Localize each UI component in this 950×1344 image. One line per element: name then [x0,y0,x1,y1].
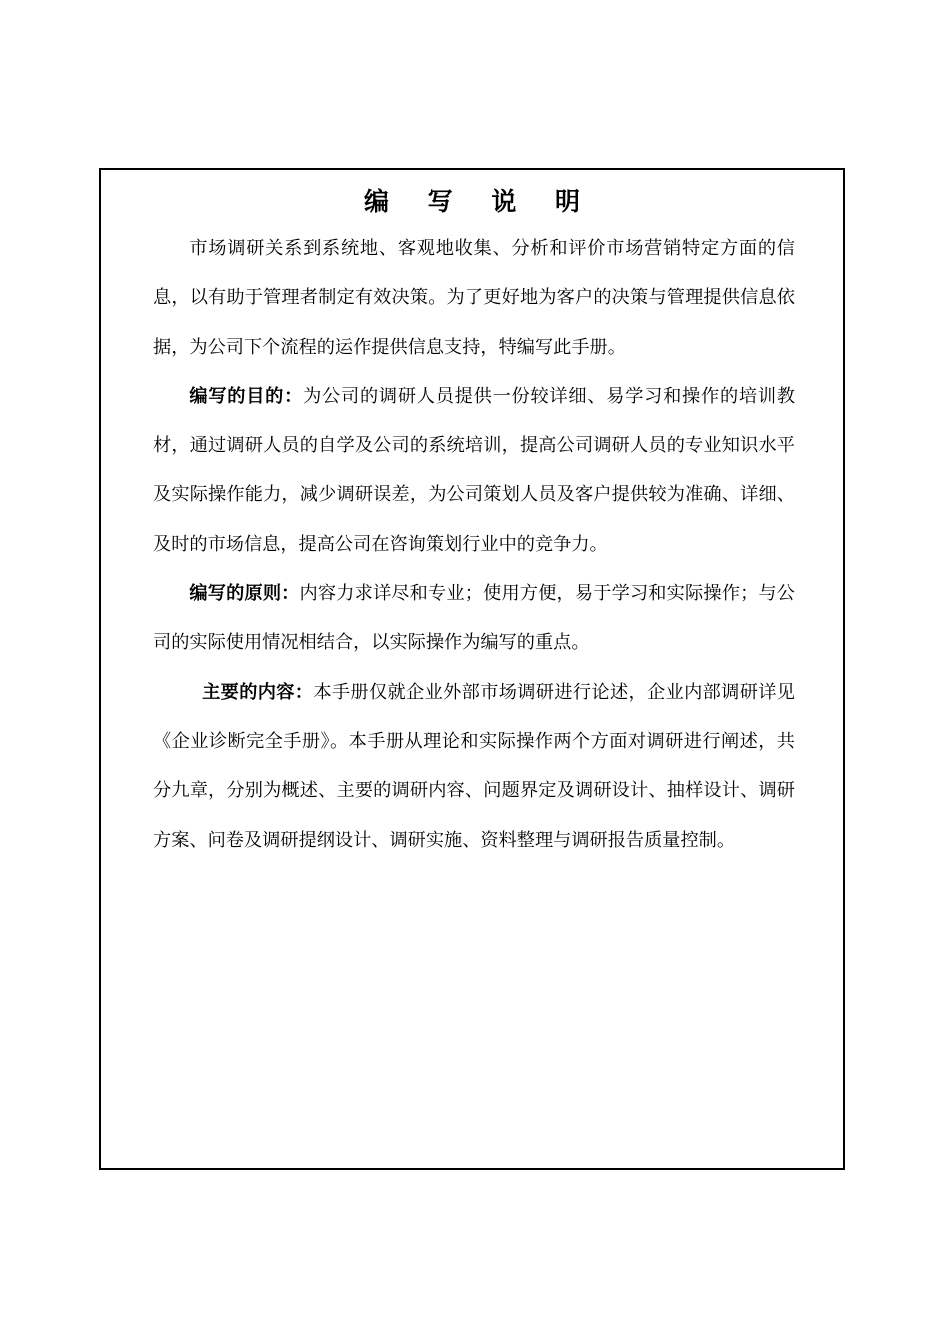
document-title: 编 写 说 明 [363,187,596,216]
principle-text: 内容力求详尽和专业；使用方便，易于学习和实际操作；与公司的实际使用情况相结合，以实际操作为编写的重点。 [153,583,795,654]
intro-paragraph: 市场调研关系到系统地、客观地收集、分析和评价市场营销特定方面的信息，以有助于管理者制定有效决策。为了更好地为客户的决策与管理提供信息依据，为公司下个流程的运作提供信息支持，特编写此手册。 [153,238,795,358]
principle-label: 编写的原则： [189,583,300,605]
content-label: 主要的内容： [202,681,314,703]
content-paragraph [153,668,795,865]
purpose-text: 为公司的调研人员提供一份较详细、易学习和操作的培训教材，通过调研人员的自学及公司的系统培训，提高公司调研人员的专业知识水平及实际操作能力，减少调研误差，为公司策划人员及客户提供较为准确、详细、及时的市场信息，提高公司在咨询策划行业中的竞争力。 [153,385,795,555]
purpose-label: 编写的目的： [189,385,304,407]
content-text: 本手册仅就企业外部市场调研进行论述，企业内部调研详见《企业诊断完全手册》。本手册从理论和实际操作两个方面对调研进行阐述，共分九章，分别为概述、主要的调研内容、问题界定及调研设计、抽样设计、调研方案、问卷及调研提纲设计、调研实施、资料整理与调研报告质量控制。 [153,681,795,851]
document-body [153,224,795,865]
purpose-paragraph [153,372,795,569]
document-frame [99,168,845,1170]
principle-paragraph [153,569,795,668]
